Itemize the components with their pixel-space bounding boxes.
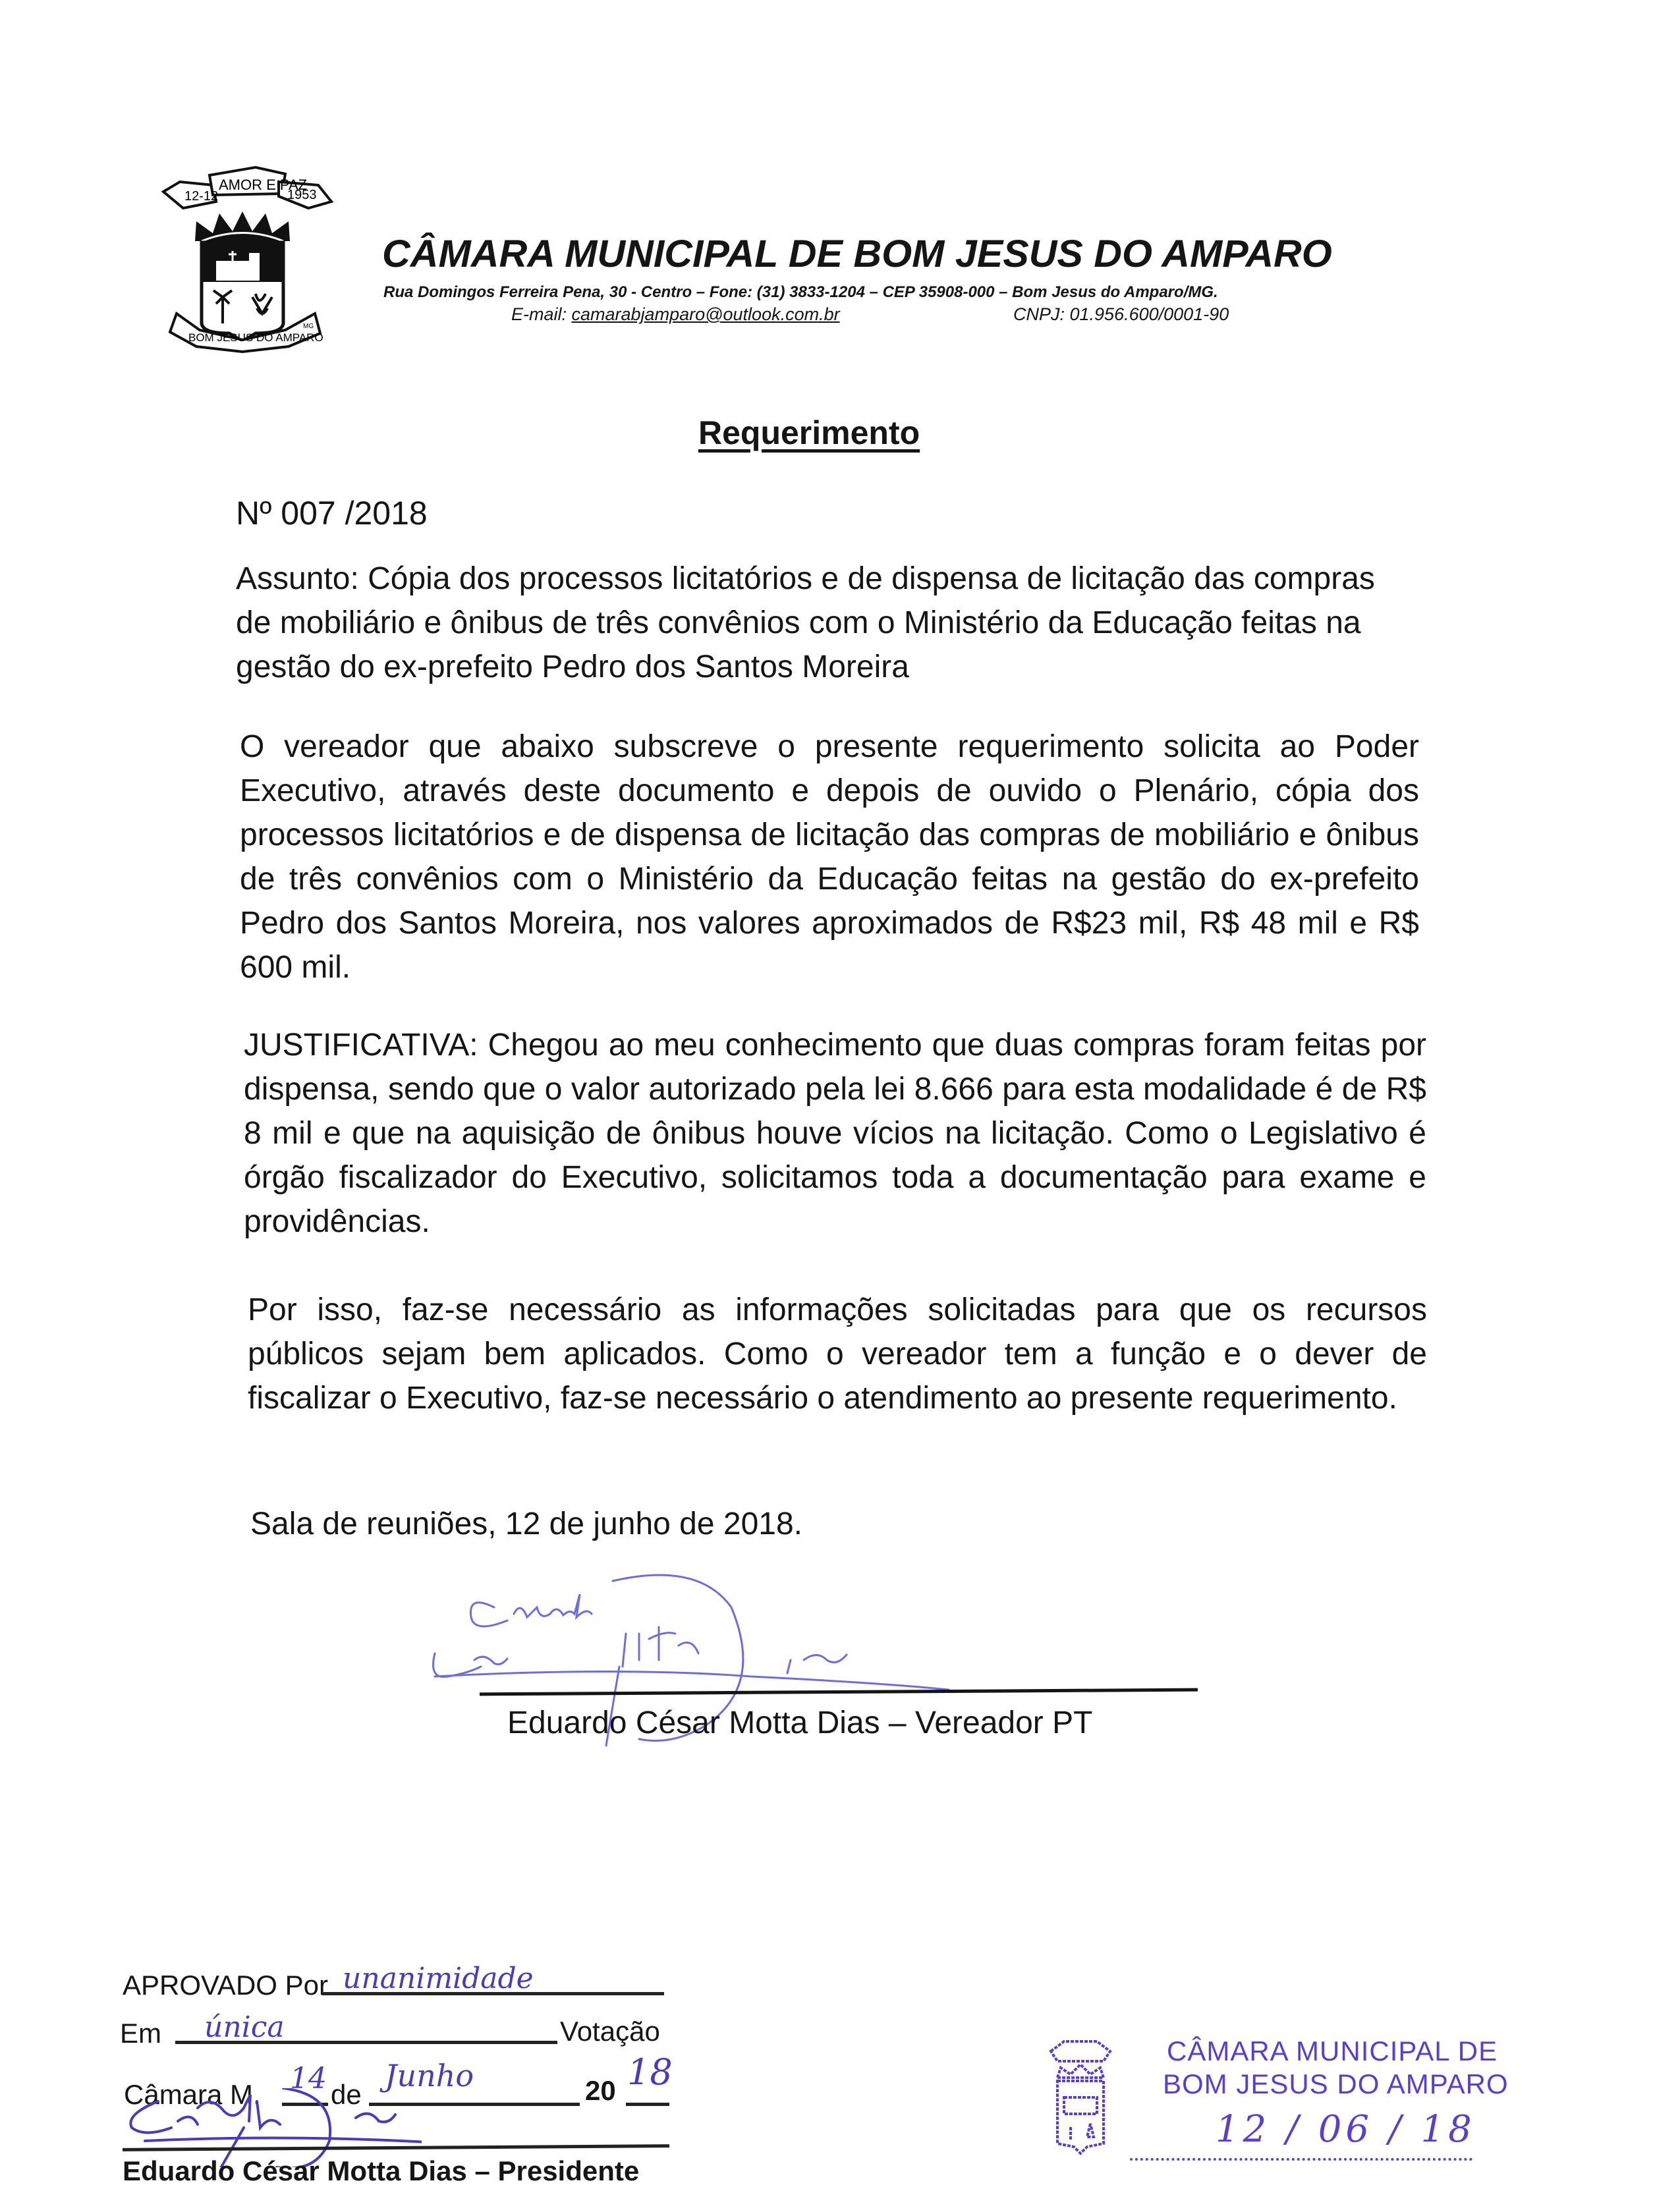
president-label: Eduardo César Motta Dias – Presidente <box>123 2155 640 2186</box>
approved-by-label: APROVADO Por <box>123 1970 328 2001</box>
em-label: Em <box>120 2018 161 2049</box>
subject-paragraph <box>236 557 1376 689</box>
votacao-label: Votação <box>560 2016 660 2047</box>
email-link[interactable]: camarabjamparo@outlook.com.br <box>571 304 840 324</box>
year-line <box>626 2103 669 2106</box>
stamp-date-line <box>1130 2158 1472 2161</box>
approval-day: 14 <box>290 2062 327 2095</box>
document-number: Nº 007 /2018 <box>236 495 428 532</box>
request-text: O vereador que abaixo subscreve o presente requerimento solicita ao Poder Executivo, através deste documento e depois de ouvido o Plenário, cópia dos processos licitatórios e de dispensa de licitação das compras de mobiliário e ônibus de três convênios com o Ministério da Educação feitas na gestão do ex-prefeito Pedro dos Santos Moreira, nos valores aproximados de R$23 mil, R$ 48 mil e R$ 600 mil. <box>240 729 1419 985</box>
institution-email-line <box>511 304 840 325</box>
crest-banner-right: 1953 <box>287 188 317 202</box>
approved-by-value: unanimidade <box>343 1962 534 1995</box>
closing-text: Por isso, faz-se necessário as informações solicitadas para que os recursos públicos sejam bem aplicados. Como o vereador tem a função e o dever de fiscalizar o Executivo, faz-se necessário o atendimento ao presente requerimento. <box>248 1292 1427 1416</box>
approval-month: Junho <box>385 2058 474 2093</box>
institution-cnpj: CNPJ: 01.956.600/0001-90 <box>1013 304 1229 324</box>
crest-banner-top: AMOR E PAZ <box>219 177 308 193</box>
document-title: Requerimento <box>698 414 920 451</box>
closing-paragraph <box>248 1288 1427 1420</box>
de-label: de <box>331 2079 362 2110</box>
subject-text: Assunto: Cópia dos processos licitatórios e de dispensa de licitação das compras de mobiliário e ônibus de três convênios com o Ministério da Educação feitas na gestão do ex-prefeito Pedro dos Santos Moreira <box>236 561 1375 684</box>
request-paragraph <box>240 725 1419 989</box>
camara-label: Câmara M. <box>124 2079 261 2110</box>
crest-banner-bottom-state: MG <box>303 323 314 330</box>
justification-text: JUSTIFICATIVA: Chegou ao meu conhecimento que duas compras foram feitas por dispensa, sendo que o valor autorizado pela lei 8.666 para esta modalidade é de R$ 8 mil e que na aquisição de ônibus houve vícios na licitação. Como o Legislativo é órgão fiscalizador do Executivo, solicitamos toda a documentação para exame e providências. <box>244 1028 1426 1239</box>
year-prefix: 20 <box>585 2075 616 2106</box>
municipal-crest-logo <box>150 155 348 353</box>
institution-name: CÂMARA MUNICIPAL DE BOM JESUS DO AMPARO <box>382 233 1332 275</box>
em-value: única <box>204 2010 285 2044</box>
date-line: Sala de reuniões, 12 de junho de 2018. <box>250 1507 803 1541</box>
crest-banner-bottom: BOM JESUS DO AMPARO <box>188 331 323 344</box>
stamp-received-date: 12 / 06 / 18 <box>1216 2108 1476 2151</box>
stamp-institution-line2: BOM JESUS DO AMPARO <box>1163 2068 1509 2099</box>
approval-year: 18 <box>627 2051 673 2093</box>
signer-name: Eduardo César Motta Dias – Vereador PT <box>507 1705 1093 1740</box>
stamp-crest-icon <box>1044 2032 1117 2157</box>
email-label: E-mail: <box>511 304 572 324</box>
justification-paragraph <box>244 1023 1426 1244</box>
institution-address: Rua Domingos Ferreira Pena, 30 - Centro – Fone: (31) 3833-1204 – CEP 35908-000 – Bom Jesus do Amparo/MG. <box>383 283 1218 301</box>
stamp-institution-line1: CÂMARA MUNICIPAL DE <box>1167 2035 1498 2066</box>
crest-banner-left: 12-12 <box>184 189 219 204</box>
receipt-stamp <box>1044 2029 1519 2180</box>
